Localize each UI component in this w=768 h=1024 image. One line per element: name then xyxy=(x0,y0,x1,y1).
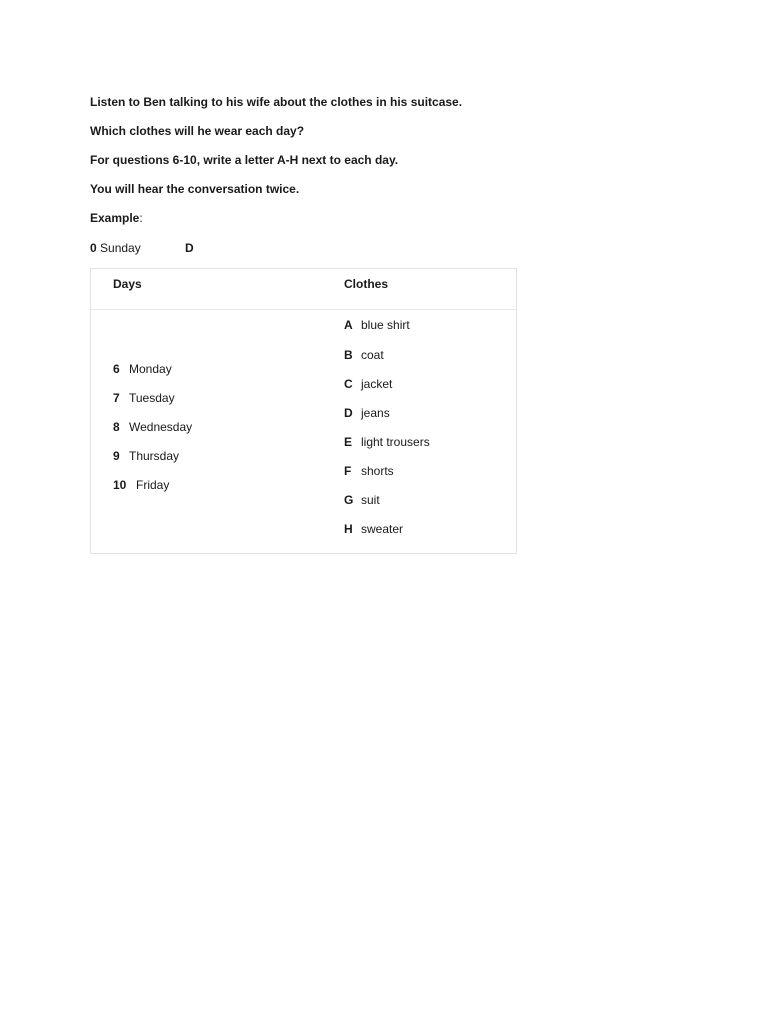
example-colon: : xyxy=(139,211,143,225)
day-number: 8 xyxy=(113,420,120,434)
day-name: Thursday xyxy=(129,449,180,463)
table-header-days: Days xyxy=(113,277,142,291)
clothes-letter: F xyxy=(344,464,352,478)
day-name: Friday xyxy=(136,478,170,492)
clothes-row xyxy=(344,318,410,333)
day-row xyxy=(113,478,169,493)
clothes-letter: B xyxy=(344,348,353,362)
instruction-line-3: For questions 6-10, write a letter A-H next to each day. xyxy=(90,153,399,167)
clothes-row xyxy=(344,493,380,508)
clothes-letter: E xyxy=(344,435,353,449)
day-name: Wednesday xyxy=(129,420,193,434)
clothes-item: sweater xyxy=(361,522,404,536)
table-header-clothes: Clothes xyxy=(344,277,389,291)
day-row xyxy=(113,449,179,464)
matching-table xyxy=(90,268,517,554)
day-row xyxy=(113,420,192,435)
clothes-row xyxy=(344,348,384,363)
clothes-item: shorts xyxy=(361,464,394,478)
clothes-letter: H xyxy=(344,522,353,536)
example-answer: D xyxy=(185,241,194,255)
clothes-row xyxy=(344,377,392,392)
day-name: Monday xyxy=(129,362,172,376)
clothes-item: coat xyxy=(361,348,384,362)
clothes-row xyxy=(344,464,394,479)
day-number: 10 xyxy=(113,478,127,492)
clothes-row xyxy=(344,522,403,537)
day-row xyxy=(113,362,172,377)
instruction-line-1: Listen to Ben talking to his wife about the clothes in his suitcase. xyxy=(90,95,463,109)
clothes-row xyxy=(344,435,430,450)
day-number: 9 xyxy=(113,449,120,463)
example-heading xyxy=(90,211,143,226)
day-number: 6 xyxy=(113,362,120,376)
clothes-letter: A xyxy=(344,318,353,332)
clothes-item: light trousers xyxy=(361,435,430,449)
instruction-line-4: You will hear the conversation twice. xyxy=(90,182,300,196)
clothes-item: suit xyxy=(361,493,380,507)
day-row xyxy=(113,391,175,406)
clothes-item: jeans xyxy=(361,406,390,420)
clothes-letter: C xyxy=(344,377,353,391)
example-day: Sunday xyxy=(100,241,141,255)
day-number: 7 xyxy=(113,391,120,405)
day-name: Tuesday xyxy=(129,391,175,405)
clothes-row xyxy=(344,406,390,421)
example-label: Example xyxy=(90,211,140,225)
clothes-letter: G xyxy=(344,493,354,507)
example-number: 0 xyxy=(90,241,97,255)
clothes-item: blue shirt xyxy=(361,318,410,332)
clothes-item: jacket xyxy=(361,377,393,391)
instruction-line-2: Which clothes will he wear each day? xyxy=(90,124,305,138)
example-row xyxy=(90,241,194,256)
table-divider xyxy=(91,309,516,310)
clothes-letter: D xyxy=(344,406,353,420)
